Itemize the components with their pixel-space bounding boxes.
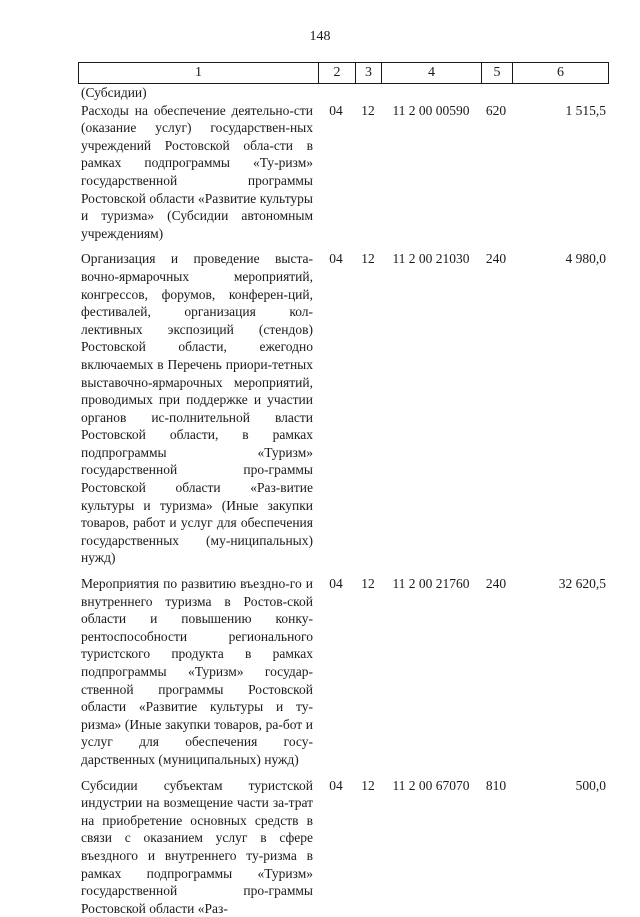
row-description: Субсидии субъектам туристской индустрии на возмещение части за-трат на приобретение основных средств в связи с оказанием услуг в сфере въездного и внутреннего ту-ризма в рамках подпрограммы «Туризм» государственной про-граммы Ростовской области «Раз-	[81, 777, 313, 916]
row-subsection-code: 12	[361, 576, 375, 592]
row-section-code: 04	[329, 102, 343, 118]
row-section-code: 04	[329, 576, 343, 592]
row-section-code: 04	[329, 777, 343, 793]
page-number: 148	[309, 29, 331, 44]
header-cell-4: 4	[382, 63, 482, 84]
row-sum: 1 515,5	[565, 102, 606, 118]
row-description: Организация и проведение выста-вочно-ярмарочных мероприятий, конгрессов, форумов, конферен-ций, фестивалей, организация кол-лективных экспозиций (стендов) Ростовской области, ежегодно включаемых в Перечень приори-тетных выставочно-ярмарочных мероприятий, проводимых при поддержке и участии органов ис-полнительной власти Ростовской области, в рамках подпрограммы «Туризм» государственной про-граммы Ростовской области «Раз-витие культуры и туризма» (Иные закупки товаров, работ и услуг для обеспечения государственных (му-ниципальных) нужд)	[81, 251, 313, 566]
row-subsection-code: 12	[361, 251, 375, 267]
row-section-code: 04	[329, 251, 343, 267]
row-target-article-code: 11 2 00 21760	[392, 576, 470, 592]
table-row	[78, 250, 608, 567]
header-cell-6: 6	[513, 63, 609, 84]
row-subsection-code: 12	[361, 777, 375, 793]
row-sum: 500,0	[575, 777, 606, 793]
row-target-article-code: 11 2 00 00590	[392, 102, 470, 118]
row-description: Расходы на обеспечение деятельно-сти (оказание услуг) государствен-ных учреждений Ростовской обла-сти в рамках подпрограммы «Ту-ризм» государственной программы Ростовской области «Развитие культуры и туризма» (Субсидии автономным учреждениям)	[81, 102, 313, 241]
row-target-article-code: 11 2 00 21030	[392, 251, 470, 267]
row-sum: 32 620,5	[558, 576, 606, 592]
row-expense-type-code: 240	[485, 576, 507, 592]
row-expense-type-code: 620	[485, 102, 507, 118]
row-subsection-code: 12	[361, 102, 375, 118]
row-description: Мероприятия по развитию въездно-го и внутреннего туризма в Ростов-ской области и повышению конку-рентоспособности регионального туристского продукта в рамках подпрограммы «Туризм» государ-ственной программы Ростовской области «Развитие культуры и ту-ризма» (Иные закупки товаров, ра-бот и услуг для обеспечения госу-дарственных (муниципальных) нужд)	[81, 576, 313, 767]
header-row	[79, 63, 609, 84]
row-target-article-code: 11 2 00 67070	[392, 777, 470, 793]
header-cell-1: 1	[79, 63, 319, 84]
row-sum: 4 980,0	[565, 251, 606, 267]
table-row	[78, 575, 608, 769]
row-expense-type-code: 810	[485, 777, 507, 793]
row-expense-type-code: 240	[485, 251, 507, 267]
continuation-row	[78, 84, 608, 102]
table-row	[78, 777, 608, 917]
table-body	[78, 84, 608, 917]
table-row	[78, 102, 608, 243]
header-cell-5: 5	[482, 63, 513, 84]
header-cell-2: 2	[319, 63, 356, 84]
continuation-text: (Субсидии)	[81, 85, 147, 100]
header-cell-3: 3	[356, 63, 382, 84]
column-header-table	[78, 62, 609, 84]
